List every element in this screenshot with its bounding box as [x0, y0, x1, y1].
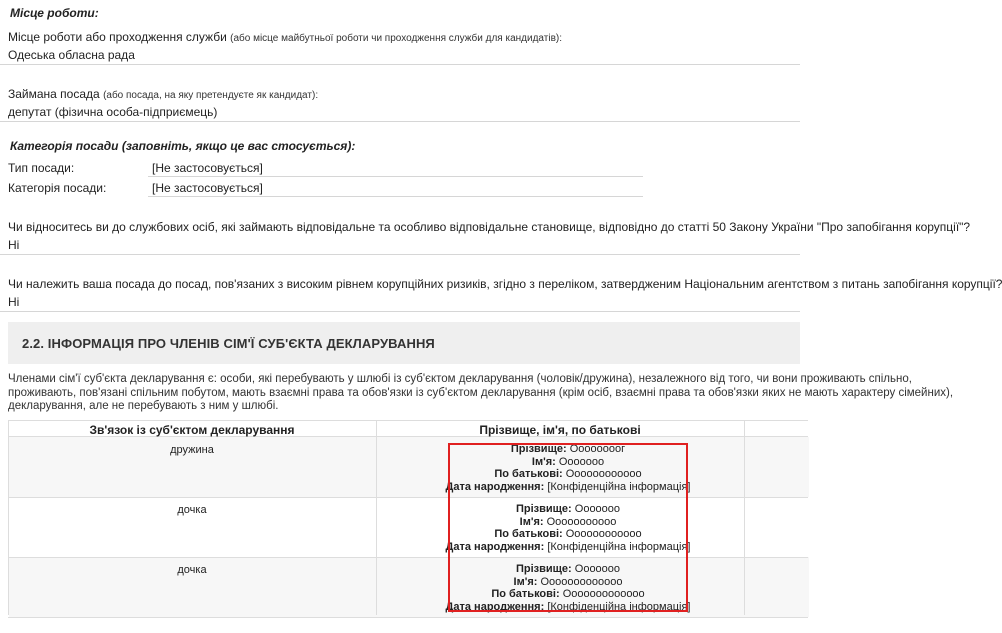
table-row-person — [378, 563, 758, 613]
family-members-table — [8, 420, 808, 615]
column-header-full-name: Прізвище, ім'я, по батькові — [479, 423, 641, 437]
table-row-divider — [8, 497, 808, 498]
workplace-label — [8, 30, 562, 44]
family-description — [8, 373, 954, 414]
name-value: Ооооооооооооо — [540, 575, 623, 588]
column-header-relation: Зв'язок із суб'єктом декларування — [89, 423, 295, 437]
workplace-underline — [0, 64, 800, 65]
table-row-person — [378, 503, 758, 553]
birthdate-label: Дата народження: — [445, 600, 545, 613]
name-label: Ім'я: — [519, 515, 544, 528]
name-label: Ім'я: — [513, 575, 538, 588]
patronymic-value: Ооооооооооооо — [562, 588, 645, 600]
workplace-label-note: (або місце майбутньої роботи чи проходження служби для кандидатів): — [230, 33, 562, 44]
birthdate-value: [Конфіденційна інформація] — [547, 540, 691, 553]
patronymic-label: По батькові: — [494, 468, 563, 480]
answer-responsible-position: Ні — [8, 238, 20, 252]
table-border-bottom — [8, 617, 808, 618]
question-responsible-position: Чи відноситесь ви до службових осіб, які займають відповідальне та особливо відповідальне становище, відповідно до статті 50 Закону України "Про запобігання корупції"? — [8, 220, 971, 234]
surname-label: Прізвище: — [515, 563, 572, 575]
question-corruption-risk: Чи належить ваша посада до посад, пов'язаних з високим рівнем корупційних ризиків, згідно з переліком, затвердженим Національним агентством з питань запобігання корупції? — [8, 277, 1002, 291]
surname-label: Прізвище: — [515, 503, 572, 515]
position-underline — [0, 121, 800, 122]
position-label-text: Займана посада — [8, 87, 100, 101]
workplace-value: Одеська обласна рада — [8, 48, 135, 62]
family-section-title: 2.2. ІНФОРМАЦІЯ ПРО ЧЛЕНІВ СІМ'Ї СУБ'ЄКТА ДЕКЛАРУВАННЯ — [22, 336, 435, 351]
surname-value: Ооооооо — [574, 563, 621, 575]
answer-responsible-underline — [0, 254, 800, 255]
position-label-note: (або посада, на яку претендуєте як кандидат): — [103, 90, 319, 101]
birthdate-value: [Конфіденційна інформація] — [547, 600, 691, 613]
birthdate-label: Дата народження: — [445, 480, 545, 493]
post-type-underline — [148, 176, 643, 177]
table-column-divider — [376, 420, 377, 615]
table-row-relation: дочка — [177, 504, 207, 516]
name-value: Ооооооооооо — [546, 515, 617, 528]
surname-label: Прізвище: — [510, 443, 567, 455]
post-category-value: [Не застосовується] — [152, 181, 263, 195]
family-description-line: проживають, пов'язані спільним побутом, мають взаємні права та обов'язки із суб'єктом декларування (крім осіб, взаємні права та обов'язки яких не мають характеру сімейних), — [8, 386, 954, 399]
patronymic-label: По батькові: — [494, 528, 563, 540]
family-description-line: Членами сім'ї суб'єкта декларування є: особи, які перебувають у шлюбі із суб'єктом декларування (чоловік/дружина), незалежного від того, чи вони проживають спільно, — [8, 373, 912, 385]
patronymic-value: Оооооооооооо — [565, 468, 642, 480]
position-value: депутат (фізична особа-підприємець) — [8, 105, 218, 119]
table-row-relation: дружина — [170, 444, 214, 456]
table-row-divider — [8, 557, 808, 558]
post-category-underline — [148, 196, 643, 197]
surname-value: Ооооооо — [574, 503, 621, 515]
answer-corruption-underline — [0, 311, 800, 312]
birthdate-value: [Конфіденційна інформація] — [547, 480, 691, 493]
answer-corruption-risk: Ні — [8, 295, 20, 309]
category-section-title: Категорія посади (заповніть, якщо це вас стосується): — [10, 139, 356, 153]
surname-value: Оооооооог — [569, 443, 626, 455]
workplace-label-text: Місце роботи або проходження служби — [8, 30, 227, 44]
table-row-relation: дочка — [177, 564, 207, 576]
patronymic-value: Оооооооооооо — [565, 528, 642, 540]
family-section-banner — [8, 322, 800, 364]
position-label — [8, 87, 318, 101]
table-row-person — [378, 443, 758, 493]
post-category-label: Категорія посади: — [8, 181, 107, 195]
post-type-value: [Не застосовується] — [152, 161, 263, 175]
post-type-label: Тип посади: — [8, 161, 75, 175]
name-label: Ім'я: — [531, 455, 556, 468]
birthdate-label: Дата народження: — [445, 540, 545, 553]
family-description-line: декларування, але не перебувають з ним у шлюбі. — [8, 400, 279, 412]
workplace-section-title: Місце роботи: — [10, 6, 99, 20]
name-value: Ооооооо — [558, 455, 605, 468]
table-border-top — [8, 420, 808, 421]
patronymic-label: По батькові: — [491, 588, 560, 600]
